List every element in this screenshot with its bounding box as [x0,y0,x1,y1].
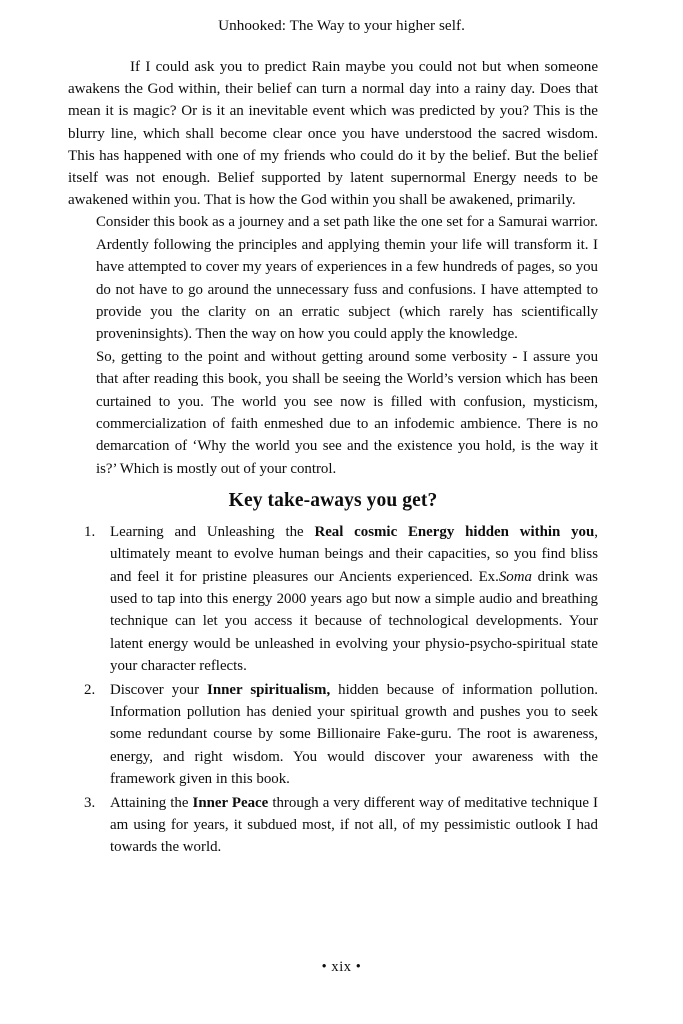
running-head: Unhooked: The Way to your higher self. [218,17,465,34]
inset-block [96,211,598,480]
list-item-lead: Learning and Unleashing the [110,523,315,540]
list-item-text [110,521,598,678]
list-item-italic: Soma [498,568,532,585]
list-item-text [110,679,598,791]
list-item-after-bold: , ultimately meant to evolve human beings and their capacities, so you find bliss and feel it for pristine pleasures our Ancients experienced. Ex. [110,523,598,585]
section-heading: Key take-aways you get? [228,490,438,512]
list-item [68,521,598,678]
list-item-after-bold: through a very different way of meditative technique I am using for years, it subdued most, if not all, of my pessimistic outlook I had towards the world. [110,794,598,856]
list-item-lead: Attaining the [110,794,193,811]
list-item-bold: Inner spiritualism, [207,681,331,698]
takeaways-list [68,521,598,859]
page-folio: • xix • [321,959,362,975]
paragraph-rain: If I could ask you to predict Rain maybe you could not but when someone awakens the God within, their belief can turn a normal day into a rainy day. Does that mean it is magic? Or is it an inevitable event which was predicted by you? This is the blurry line, which shall become clear once you have understood the sacred wisdom. This has happened with one of my friends who could do it by the belief. But the belief itself was not enough. Belief supported by latent supernormal Energy needs to be awakened within you. That is how the God within you shall be awakened, primarily. [68,59,598,209]
list-item [68,679,598,791]
list-item-text [110,792,598,859]
list-item-bold: Real cosmic Energy hidden within you [314,523,595,540]
list-item [68,792,598,859]
list-item-marker: 2. [84,681,96,698]
list-item-tail: drink was used to tap into this energy 2000 years ago but now a simple audio and breathing technique can let you access it because of technological developments. Your latent energy would be unleashed in evolving your physio-psycho-spiritual state your character reflects. [110,568,598,675]
list-item-after-bold: hidden because of information pollution. Information pollution has denied your spiritual growth and pushes you to seek some redundant course by some Billionaire Fake-guru. The root is awareness, energy, and right wisdom. You would discover your awareness with the framework given in this book. [110,681,599,788]
list-item-bold: Inner Peace [192,794,269,811]
list-item-lead: Discover your [110,681,208,698]
text-column [68,56,598,860]
paragraph-verbosity: So, getting to the point and without getting around some verbosity - I assure you that after reading this book, you shall be seeing the World’s version which has been curtained to you. The world you see now is filled with confusion, mysticism, commercialization of faith enmeshed due to an infodemic ambience. There is no demarcation of ‘Why the world you see and the existence you hold, is the way it is?’ Which is mostly out of your control. [96,348,598,477]
list-item-marker: 1. [84,523,96,540]
paragraph-journey: Consider this book as a journey and a set path like the one set for a Samurai warrior. Ardently following the principles and applying themin your life will transform it. I have attempted to cover my years of experiences in a few hundreds of pages, so you do not have to go around the unnecessary fuss and confusions. I have attempted to provide you the clarity on an erratic subject (which rarely has scientifically proveninsights). Then the way on how you could apply the knowledge. [96,214,598,343]
list-item-marker: 3. [84,794,96,811]
